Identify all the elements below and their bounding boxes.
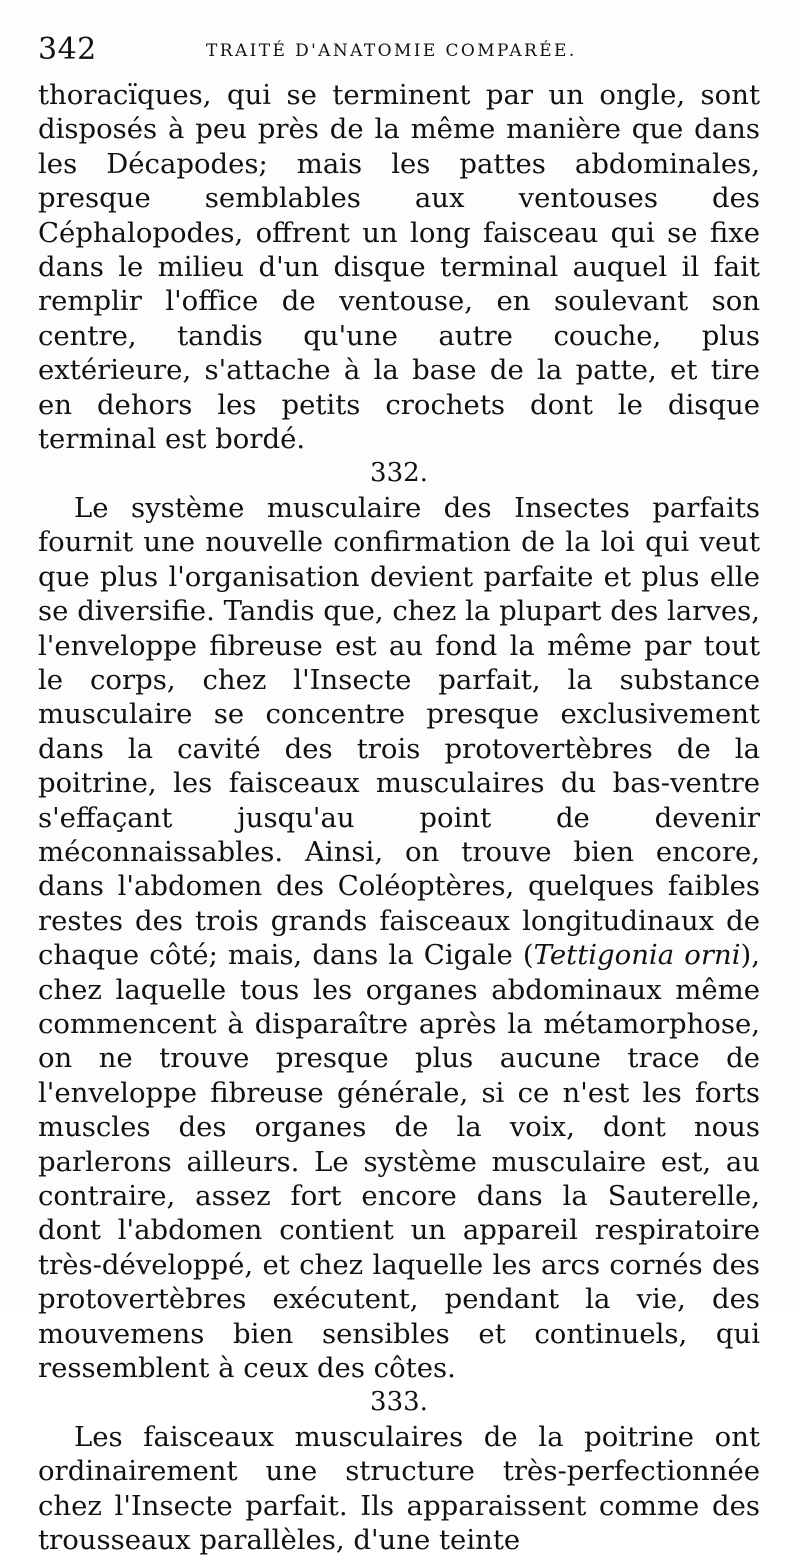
section-number-332: 332.	[370, 458, 428, 489]
running-title: TRAITÉ D'ANATOMIE COMPARÉE.	[206, 41, 577, 61]
page-body	[38, 78, 760, 1557]
species-name-italic: Tettigonia orni	[533, 939, 741, 972]
paragraph-332-part-a: Le système musculaire des Insectes parfaits fournit une nouvelle confirmation de la loi qui veut que plus l'organisation devient parfaite et plus elle se diversifie. Tandis que, chez la plupart des larves, l'enveloppe fibreuse est au fond la même par tout le corps, chez l'Insecte parfait, la substance musculaire se concentre presque exclusivement dans la cavité des trois protovertèbres de la poitrine, les faisceaux musculaires du bas-ventre s'effaçant jusqu'au point de devenir méconnaissables. Ainsi, on trouve bien encore, dans l'abdomen des Coléoptères, quelques faibles restes des trois grands faisceaux longitudinaux de chaque côté; mais, dans la Cigale (	[38, 491, 760, 972]
paragraph-continued: thoracïques, qui se terminent par un ongle, sont disposés à peu près de la même manière que dans les Décapodes; mais les pattes abdominales, presque semblables aux ventouses des Céphalopodes, offrent un long faisceau qui se fixe dans le milieu d'un disque terminal auquel il fait remplir l'office de ventouse, en soulevant son centre, tandis qu'une autre couche, plus extérieure, s'attache à la base de la patte, et tire en dehors les petits crochets dont le disque terminal est bordé.	[38, 79, 760, 456]
paragraph-332	[38, 491, 760, 1386]
section-number-333: 333.	[370, 1387, 428, 1418]
page-number: 342	[38, 32, 97, 67]
page-header	[38, 30, 758, 70]
paragraph-332-part-b: ), chez laquelle tous les organes abdominaux même commencent à disparaître après la métamorphose, on ne trouve presque plus aucune trace de l'enveloppe fibreuse générale, si ce n'est les forts muscles des organes de la voix, dont nous parlerons ailleurs. Le système musculaire est, au contraire, assez fort encore dans la Sauterelle, dont l'abdomen contient un appareil respiratoire très-développé, et chez laquelle les arcs cornés des protovertèbres exécutent, pendant la vie, des mouvemens bien sensibles et continuels, qui ressemblent à ceux des côtes.	[38, 939, 760, 1385]
paragraph-333: Les faisceaux musculaires de la poitrine ont ordinairement une structure très-perfectionnée chez l'Insecte parfait. Ils apparaissent comme des trousseaux parallèles, d'une teinte	[38, 1420, 760, 1557]
